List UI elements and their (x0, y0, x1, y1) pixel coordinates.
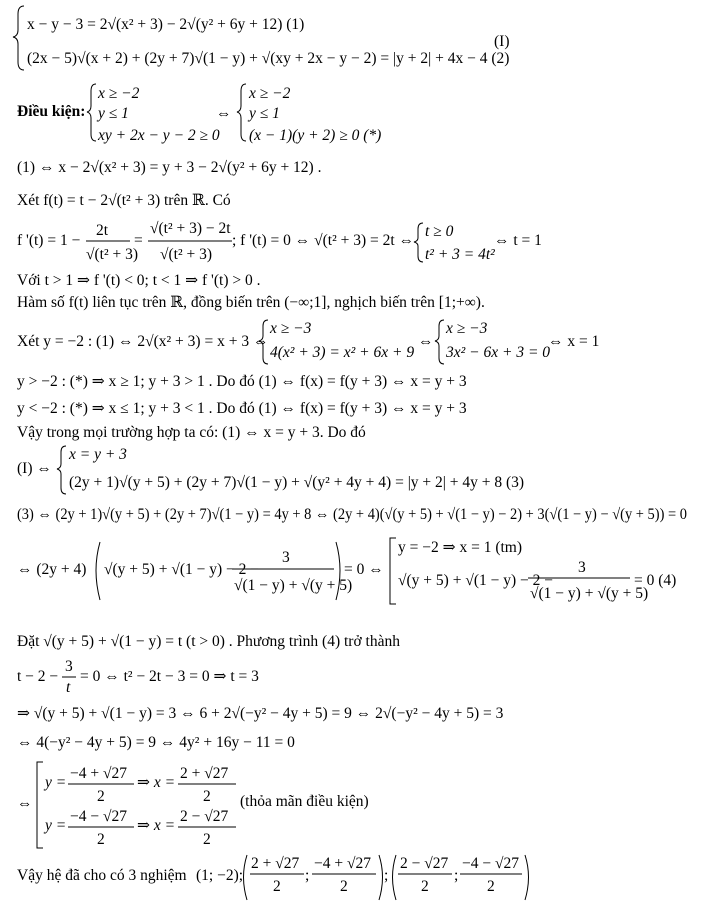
system-eq2: (2x − 5)√(x + 2) + (2y + 7)√(1 − y) + √(xy + 2x − y − 2) = |y + 2| + 4x − 4 (2) (27, 50, 510, 67)
svg-text:⇒ x =: ⇒ x = (137, 817, 176, 834)
svg-text:Vậy hệ đã cho có 3 nghiệm: Vậy hệ đã cho có 3 nghiệm (17, 867, 187, 884)
svg-text:4(x² + 3) = x² + 6x + 9: 4(x² + 3) = x² + 6x + 9 (270, 344, 415, 361)
svg-text:√(t² + 3): √(t² + 3) (86, 246, 139, 263)
svg-text:t: t (66, 679, 71, 696)
case-y-equals-minus-2 (17, 320, 599, 364)
svg-text:3x² − 6x + 3 = 0: 3x² − 6x + 3 = 0 (446, 344, 551, 361)
svg-text:√(t² + 3): √(t² + 3) (160, 246, 213, 263)
svg-text:y =: y = (45, 817, 67, 834)
svg-text:⇔ x = 1: ⇔ x = 1 (548, 333, 600, 350)
svg-text:√(y + 5) + √(1 − y) − 2 −: √(y + 5) + √(1 − y) − 2 − (104, 561, 259, 578)
derivative-block (17, 220, 542, 263)
svg-text:√(t² + 3) − 2t: √(t² + 3) − 2t (150, 220, 231, 237)
factored-form (17, 538, 676, 604)
svg-text:(x − 1)(y + 2) ≥ 0 (*): (x − 1)(y + 2) ≥ 0 (*) (249, 127, 382, 144)
svg-text:2: 2 (203, 831, 211, 848)
monotonicity-statement: Hàm số f(t) liên tục trên ℝ, đồng biến trên (−∞;1], nghịch biến trên [1;+∞). (17, 294, 485, 311)
case-y-less: y < −2 : (*) ⇒ x ≤ 1; y + 3 < 1 . Do đó (1) ⇔ f(x) = f(y + 3) ⇔ x = y + 3 (17, 400, 467, 417)
svg-text:√(y + 5) + √(1 − y) − 2 −: √(y + 5) + √(1 − y) − 2 − (398, 572, 553, 589)
sign-analysis: Với t > 1 ⇒ f '(t) < 0; t < 1 ⇒ f '(t) > 0 . (17, 272, 261, 289)
condition-note: (thỏa mãn điều kiện) (240, 793, 369, 810)
system-I (13, 6, 510, 70)
svg-text:3: 3 (282, 549, 290, 566)
conditions-brace-right (237, 84, 246, 141)
system-label: (I) (494, 33, 510, 50)
svg-text:2: 2 (340, 878, 348, 895)
svg-text:y ≤ 1: y ≤ 1 (249, 105, 280, 122)
svg-text:2: 2 (203, 788, 211, 805)
svg-text:;: ; (454, 867, 459, 884)
svg-text:y = −2 ⇒ x = 1 (tm): y = −2 ⇒ x = 1 (tm) (398, 539, 523, 556)
svg-text:−4 − √27: −4 − √27 (462, 855, 519, 872)
quadratic-line: ⇔ 4(−y² − 4y + 5) = 9 ⇔ 4y² + 16y − 11 = 0 (17, 734, 295, 751)
svg-text:2: 2 (421, 878, 429, 895)
svg-text:(I) ⇔: (I) ⇔ (17, 460, 52, 477)
svg-text:x ≥ −2: x ≥ −2 (98, 85, 140, 102)
svg-text:t² + 3 = 4t²: t² + 3 = 4t² (425, 246, 495, 263)
svg-text:x ≥ −2: x ≥ −2 (249, 85, 291, 102)
svg-text:−4 + √27: −4 + √27 (70, 765, 127, 782)
svg-text:√(1 − y) + √(y + 5): √(1 − y) + √(y + 5) (234, 577, 353, 594)
svg-text:2: 2 (97, 831, 105, 848)
svg-text:;: ; (384, 867, 389, 884)
svg-text:;: ; (305, 867, 310, 884)
svg-text:2t: 2t (96, 222, 109, 239)
svg-text:⇔ t = 1: ⇔ t = 1 (494, 232, 542, 249)
svg-text:= 0 ⇔: = 0 ⇔ (344, 561, 384, 578)
svg-text:y =: y = (45, 774, 67, 791)
consider-f: Xét f(t) = t − 2√(t² + 3) trên ℝ. Có (17, 192, 231, 209)
substitution-t: Đặt √(y + 5) + √(1 − y) = t (t > 0) . Phương trình (4) trở thành (17, 633, 400, 650)
svg-text:2: 2 (97, 788, 105, 805)
system-2 (17, 446, 524, 494)
svg-text:= 0 ⇔ t² − 2t − 3 = 0 ⇒ t = 3: = 0 ⇔ t² − 2t − 3 = 0 ⇒ t = 3 (80, 668, 259, 685)
svg-text:2 + √27: 2 + √27 (251, 855, 300, 872)
system-brace (13, 6, 24, 70)
conclusion-all-cases: Vậy trong mọi trường hợp ta có: (1) ⇔ x = y + 3. Do đó (17, 424, 366, 441)
equation-3-transform: (3) ⇔ (2y + 1)√(y + 5) + (2y + 7)√(1 − y) = 4y + 8 ⇔ (2y + 4)(√(y + 5) + √(1 − y) − 2) + 3(√(1 − y) − √(y + 5)) = 0 (17, 506, 688, 523)
svg-text:3: 3 (578, 559, 586, 576)
svg-text:xy + 2x − y − 2 ≥ 0: xy + 2x − y − 2 ≥ 0 (98, 127, 220, 144)
svg-text:x ≥ −3: x ≥ −3 (270, 320, 312, 337)
svg-text:y ≤ 1: y ≤ 1 (98, 105, 129, 122)
svg-text:⇔ (2y + 4): ⇔ (2y + 4) (17, 561, 87, 578)
svg-text:f '(t) = 1 −: f '(t) = 1 − (17, 232, 81, 249)
svg-text:x ≥ −3: x ≥ −3 (446, 320, 488, 337)
svg-text:2: 2 (487, 878, 495, 895)
svg-text:⇔: ⇔ (418, 333, 434, 350)
svg-text:= 0 (4): = 0 (4) (634, 572, 677, 589)
svg-text:√(1 − y) + √(y + 5): √(1 − y) + √(y + 5) (530, 585, 649, 602)
svg-text:2 + √27: 2 + √27 (180, 765, 229, 782)
svg-text:⇔: ⇔ (17, 795, 33, 812)
svg-text:2: 2 (273, 878, 281, 895)
equivalence-sign: ⇔ (216, 105, 232, 122)
t-equation (17, 658, 259, 696)
svg-text:t − 2 −: t − 2 − (17, 668, 59, 685)
final-answer (17, 855, 529, 900)
svg-text:; f '(t) = 0 ⇔ √(t² + 3) = 2t: ; f '(t) = 0 ⇔ √(t² + 3) = 2t ⇔ (232, 232, 415, 249)
svg-text:3: 3 (65, 658, 73, 675)
system-eq1: x − y − 3 = 2√(x² + 3) − 2√(y² + 6y + 12) (1) (27, 16, 305, 33)
svg-text:−4 − √27: −4 − √27 (70, 808, 127, 825)
svg-text:2 − √27: 2 − √27 (180, 808, 229, 825)
svg-text:2 − √27: 2 − √27 (400, 855, 449, 872)
roots-block (17, 762, 369, 848)
svg-text:(1; −2);: (1; −2); (196, 867, 244, 884)
case-y-greater: y > −2 : (*) ⇒ x ≥ 1; y + 3 > 1 . Do đó (1) ⇔ f(x) = f(y + 3) ⇔ x = y + 3 (17, 373, 467, 390)
svg-text:t ≥ 0: t ≥ 0 (425, 223, 454, 240)
conditions-label: Điều kiện: (17, 103, 86, 120)
svg-text:x = y + 3: x = y + 3 (69, 446, 127, 463)
square-root-line: ⇒ √(y + 5) + √(1 − y) = 3 ⇔ 6 + 2√(−y² − 4y + 5) = 9 ⇔ 2√(−y² − 4y + 5) = 3 (17, 705, 504, 722)
svg-text:Xét y = −2 : (1) ⇔ 2√(x² + 3): Xét y = −2 : (1) ⇔ 2√(x² + 3) = x + 3 ⇔ (17, 333, 269, 350)
conditions-brace-left (87, 84, 96, 141)
line-eq1-transform: (1) ⇔ x − 2√(x² + 3) = y + 3 − 2√(y² + 6y + 12) . (17, 159, 322, 176)
svg-text:⇒ x =: ⇒ x = (137, 774, 176, 791)
svg-text:=: = (134, 232, 143, 249)
svg-text:−4 + √27: −4 + √27 (314, 855, 371, 872)
svg-text:(2y + 1)√(y + 5) + (2y + 7)√(1: (2y + 1)√(y + 5) + (2y + 7)√(1 − y) + √(y² + 4y + 4) = |y + 2| + 4y + 8 (3) (69, 474, 525, 491)
conditions (17, 84, 381, 144)
